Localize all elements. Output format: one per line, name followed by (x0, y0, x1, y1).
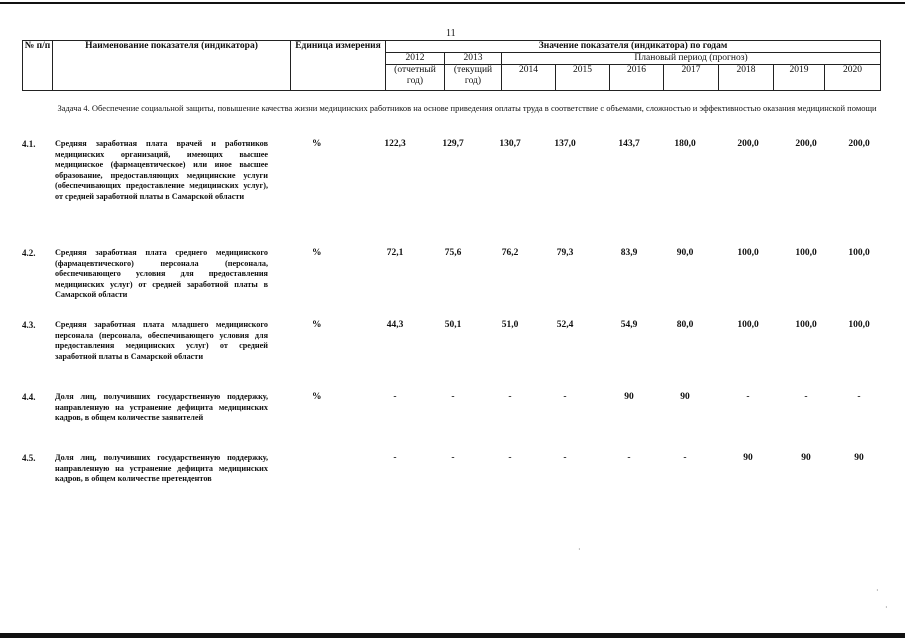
scan-speck: · (885, 603, 888, 612)
scan-speck: · (876, 586, 879, 595)
row-number: 4.3. (22, 320, 36, 330)
indicator-table-header (22, 40, 881, 91)
value-2020: 200,0 (848, 139, 870, 149)
value-2017: 80,0 (676, 320, 694, 330)
indicator-name: Средняя заработная плата врачей и работников медицинских организаций, имеющих высшее медицинское (фармацевтическое) или иное высшее образование, предоставляющих медицинские услуги (обеспечивающих предоставление медицинских услуг), от средней заработной платы в Самарской области (55, 139, 268, 201)
value-2012: 122,3 (384, 139, 406, 149)
header-unit: Единица измерения (291, 41, 386, 91)
value-2013: - (451, 392, 455, 402)
task-heading: Задача 4. Обеспечение социальной защиты, повышение качества жизни медицинских работников на основе приведения оплаты труда в соответствие с объемами, сложностью и эффективностью оказания медицинской помощи (57, 103, 877, 113)
row-number: 4.5. (22, 453, 36, 463)
value-2016: 54,9 (620, 320, 638, 330)
value-2020: 100,0 (848, 320, 870, 330)
row-number: 4.2. (22, 248, 36, 258)
value-2016: 90 (624, 392, 634, 402)
value-2018: 90 (743, 453, 753, 463)
header-year: 2019 (774, 65, 825, 91)
header-year: 2015 (556, 65, 610, 91)
value-2017: 90,0 (676, 248, 694, 258)
value-2013: - (451, 453, 455, 463)
header-year: 2018 (719, 65, 774, 91)
value-2015: - (563, 392, 567, 402)
value-2019: 100,0 (795, 248, 817, 258)
value-2016: 83,9 (620, 248, 638, 258)
value-2012: 72,1 (386, 248, 404, 258)
value-2015: 79,3 (556, 248, 574, 258)
scan-speck: · (578, 545, 581, 554)
header-num: № п/п (23, 41, 53, 91)
value-2020: 90 (854, 453, 864, 463)
value-2020: - (857, 392, 861, 402)
value-2015: 52,4 (556, 320, 574, 330)
value-2017: 90 (680, 392, 690, 402)
value-2014: 51,0 (501, 320, 519, 330)
row-number: 4.1. (22, 139, 36, 149)
header-year: 2014 (502, 65, 556, 91)
value-2012: - (393, 453, 397, 463)
page-number: 11 (446, 28, 456, 39)
value-2015: - (563, 453, 567, 463)
indicator-name: Доля лиц, получивших государственную поддержку, направленную на устранение дефицита медицинских кадров, в общем количестве заявителей (55, 392, 268, 422)
indicator-name: Доля лиц, получивших государственную поддержку, направленную на устранение дефицита медицинских кадров, в общем количестве претендентов (55, 453, 268, 483)
unit: % (312, 248, 322, 258)
indicator-name: Средняя заработная плата среднего медицинского (фармацевтического) персонала (персонала, обеспечивающего условия для предоставления медицинских услуг) от средней заработной платы в Самарской области (55, 248, 268, 299)
header-year-2013: 2013 (445, 53, 502, 65)
value-2012: - (393, 392, 397, 402)
header-values: Значение показателя (индикатора) по годам (386, 41, 881, 53)
value-2018: 100,0 (737, 248, 759, 258)
value-2017: 180,0 (674, 139, 696, 149)
value-2019: - (804, 392, 808, 402)
value-2016: 143,7 (618, 139, 640, 149)
value-2018: - (746, 392, 750, 402)
unit: % (312, 139, 322, 149)
value-2019: 200,0 (795, 139, 817, 149)
unit: % (312, 320, 322, 330)
header-year: 2016 (610, 65, 664, 91)
value-2013: 129,7 (442, 139, 464, 149)
value-2018: 100,0 (737, 320, 759, 330)
value-2018: 200,0 (737, 139, 759, 149)
value-2013: 75,6 (444, 248, 462, 258)
value-2014: 130,7 (499, 139, 521, 149)
header-year-2012: 2012 (386, 53, 445, 65)
indicator-name: Средняя заработная плата младшего медицинского персонала (персонала, обеспечивающего условия для предоставления медицинских услуг) от средней заработной платы в Самарской области (55, 320, 268, 361)
value-2017: - (683, 453, 687, 463)
value-2015: 137,0 (554, 139, 576, 149)
header-year-2012-note: (отчетный год) (386, 65, 445, 91)
value-2016: - (627, 453, 631, 463)
header-year-2013-note: (текущий год) (445, 65, 502, 91)
value-2019: 90 (801, 453, 811, 463)
value-2012: 44,3 (386, 320, 404, 330)
row-number: 4.4. (22, 392, 36, 402)
value-2013: 50,1 (444, 320, 462, 330)
value-2014: 76,2 (501, 248, 519, 258)
value-2014: - (508, 453, 512, 463)
value-2014: - (508, 392, 512, 402)
top-rule (0, 2, 905, 4)
unit: % (312, 392, 322, 402)
header-name: Наименование показателя (индикатора) (53, 41, 291, 91)
value-2019: 100,0 (795, 320, 817, 330)
value-2020: 100,0 (848, 248, 870, 258)
header-year: 2020 (825, 65, 881, 91)
header-plan-period: Плановый период (прогноз) (502, 53, 881, 65)
bottom-rule (0, 633, 905, 638)
header-year: 2017 (664, 65, 719, 91)
